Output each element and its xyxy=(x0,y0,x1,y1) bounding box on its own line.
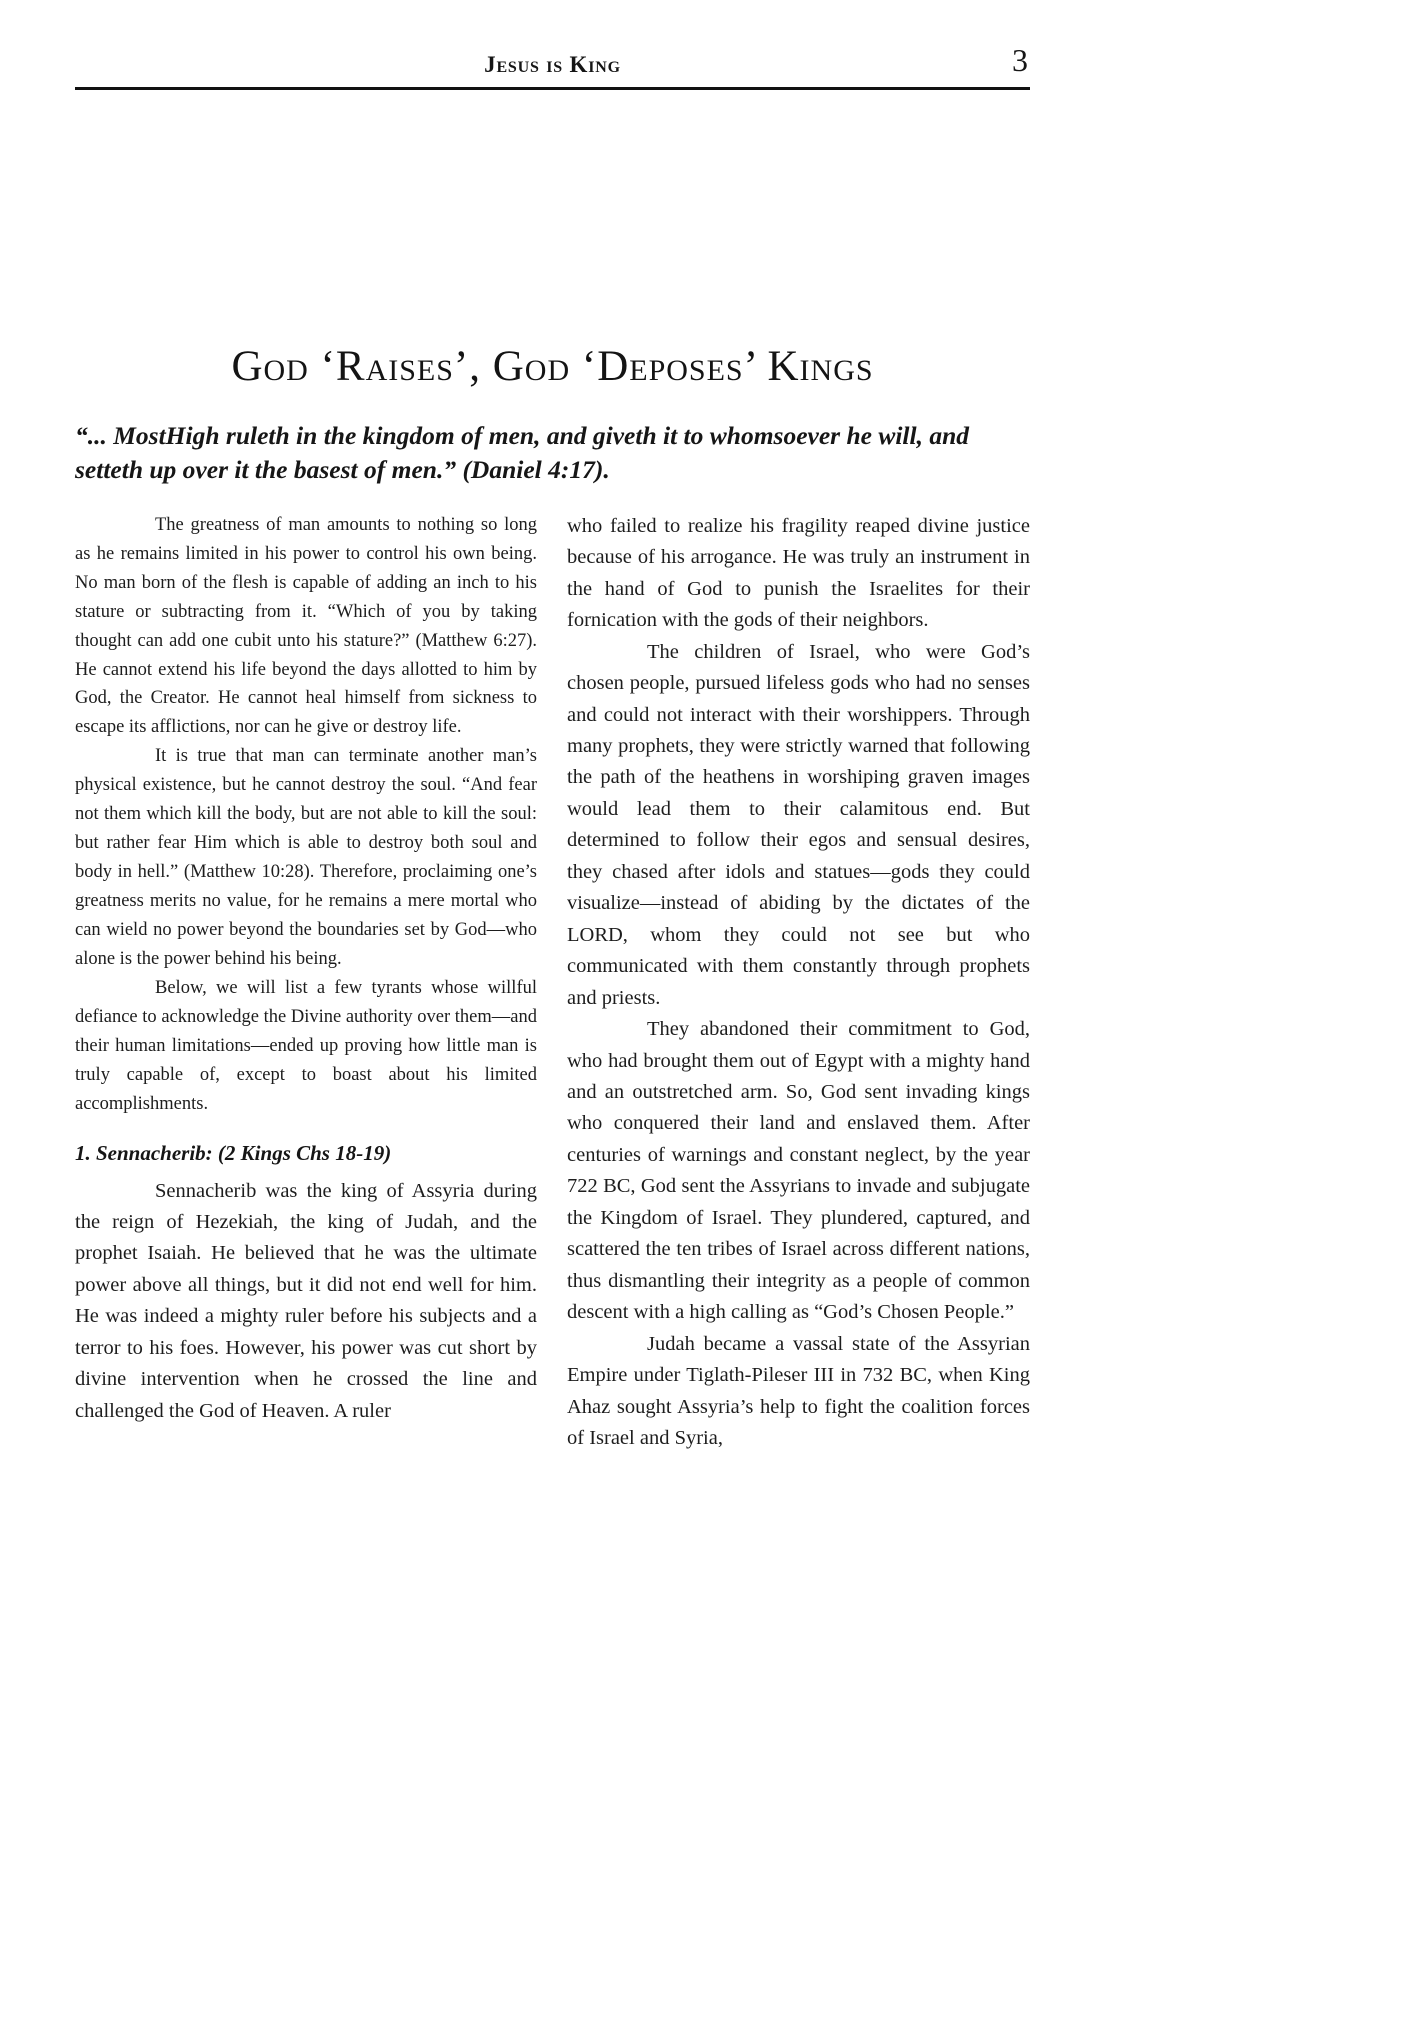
section-subheading-sennacherib: 1. Sennacherib: (2 Kings Chs 18-19) xyxy=(75,1140,392,1165)
paragraph-terminate-another: It is true that man can terminate another man’s physical existence, but he cannot destroy the soul. “And fear not them which kill the body, but are not able to kill the soul: but rather fear Him which is able to destroy both soul and body in hell.” (Matthew 10:28). Therefore, proclaiming one’s greatness merits no value, for he remains a mere mortal who can wield no power beyond the boundaries set by God—who alone is the power behind his being. xyxy=(75,746,537,969)
paragraph-greatness-of-man: The greatness of man amounts to nothing so long as he remains limited in his power to control his own being. No man born of the flesh is capable of adding an inch to his stature or subtracting from it. “Which of you by taking thought can add one cubit unto his stature?” (Matthew 6:27). He cannot extend his life beyond the days allotted to him by God, the Creator. He cannot heal himself from sickness to escape its afflictions, nor can he give or destroy life. xyxy=(75,514,537,738)
paragraph-judah-vassal-state: Judah became a vassal state of the Assyrian Empire under Tiglath-Pileser III in 732 BC, when King Ahaz sought Assyria’s help to fight the coalition forces of Israel and Syria, xyxy=(567,1332,1030,1449)
epigraph-quote: “... MostHigh ruleth in the kingdom of men, and giveth it to whomsoever he will, and setteth up over it the basest of men.” (Daniel 4:17). xyxy=(75,421,970,484)
paragraph-divine-justice: who failed to realize his fragility reaped divine justice because of his arrogance. He was truly an instrument in the hand of God to punish the Israelites for their fornication with the gods of their neighbors. xyxy=(567,514,1030,632)
two-column-layout xyxy=(75,511,1030,1455)
left-column xyxy=(75,511,537,1455)
running-head-title: Jesus is King xyxy=(484,52,621,77)
article-content xyxy=(75,342,1030,1454)
paragraph-abandoned-commitment: They abandoned their commitment to God, who had brought them out of Egypt with a mighty hand and an outstretched arm. So, God sent invading kings who conquered their land and enslaved them. After centuries of warnings and constant neglect, by the year 722 BC, God sent the Assyrians to invade and subjugate the Kingdom of Israel. They plundered, captured, and scattered the ten tribes of Israel across different nations, thus dismantling their integrity as a people of common descent with a high calling as “God’s Chosen People.” xyxy=(567,1018,1030,1324)
header-rule xyxy=(75,87,1030,90)
right-column xyxy=(567,511,1030,1455)
article-title: God ‘Raises’, God ‘Deposes’ Kings xyxy=(231,343,874,390)
paragraph-sennacherib-intro: Sennacherib was the king of Assyria during the reign of Hezekiah, the king of Judah, and the prophet Isaiah. He believed that he was the ultimate power above all things, but it did not end well for him. He was indeed a mighty ruler before his subjects and a terror to his foes. However, his power was cut short by divine intervention when he crossed the line and challenged the God of Heaven. A ruler xyxy=(75,1179,537,1422)
paragraph-children-of-israel: The children of Israel, who were God’s chosen people, pursued lifeless gods who had no senses and could not interact with their worshippers. Through many prophets, they were strictly warned that following the path of the heathens in worshiping graven images would lead them to their calamitous end. But determined to follow their egos and sensual desires, they chased after idols and statues—gods they could visualize—instead of abiding by the dictates of the LORD, whom they could not see but who communicated with them constantly through prophets and priests. xyxy=(567,640,1030,1009)
page-number: 3 xyxy=(1012,42,1028,78)
page-header xyxy=(75,42,1030,78)
paragraph-list-of-tyrants: Below, we will list a few tyrants whose willful defiance to acknowledge the Divine authority over them—and their human limitations—ended up proving how little man is truly capable of, except to boast about his limited accomplishments. xyxy=(75,977,537,1114)
